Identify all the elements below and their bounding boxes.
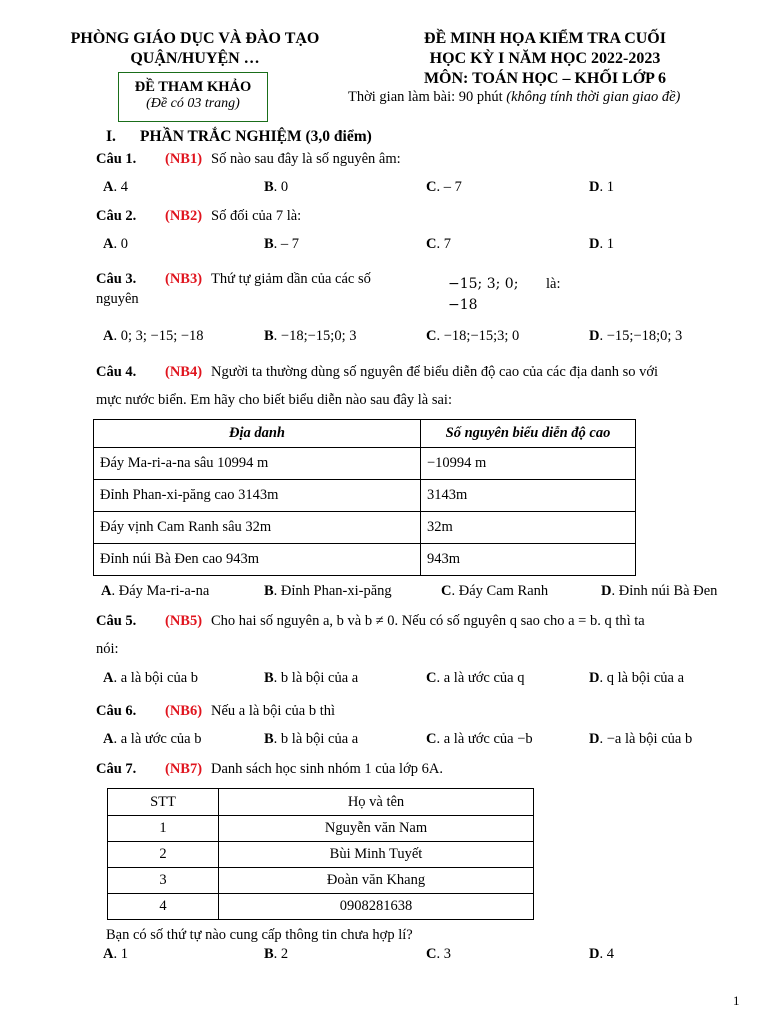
- table-cell: Đáy Ma-ri-a-na sâu 10994 m: [94, 448, 421, 480]
- question-2-code: (NB2): [165, 208, 203, 224]
- table-cell: 4: [108, 894, 219, 920]
- reference-title: ĐỀ THAM KHẢO: [134, 79, 252, 95]
- table-row: [94, 448, 636, 480]
- q7-option-b[interactable]: B. 2: [264, 946, 289, 962]
- question-4-text-cont: mực nước biển. Em hãy cho biết biểu diễn nào sau đây là sai:: [96, 392, 452, 408]
- q5-option-b[interactable]: B. b là bội của a: [264, 670, 359, 686]
- question-1-code: (NB1): [165, 151, 203, 167]
- q1-option-a[interactable]: A. 4: [103, 179, 128, 195]
- question-1-text: Số nào sau đây là số nguyên âm:: [211, 151, 401, 167]
- q6-option-d[interactable]: D. −a là bội của b: [589, 731, 693, 747]
- question-7-prompt: Bạn có số thứ tự nào cung cấp thông tin chưa hợp lí?: [106, 927, 413, 943]
- question-6-label: Câu 6.: [96, 703, 137, 719]
- question-5-label: Câu 5.: [96, 613, 137, 629]
- question-7-table: [107, 788, 534, 920]
- question-3-numbers: −15; 3; 0;: [448, 276, 519, 292]
- question-2-label: Câu 2.: [96, 208, 137, 224]
- table-row: [108, 816, 534, 842]
- q5-option-d[interactable]: D. q là bội của a: [589, 670, 685, 686]
- table-row: [94, 544, 636, 576]
- page-number: 1: [733, 993, 740, 1008]
- q2-option-b[interactable]: B. – 7: [264, 236, 300, 252]
- question-3-numbers-cont: −18: [448, 297, 478, 313]
- table-header: Địa danh: [94, 420, 421, 448]
- table-cell: Bùi Minh Tuyết: [219, 842, 534, 868]
- q1-option-c[interactable]: C. – 7: [426, 179, 462, 195]
- q2-option-c[interactable]: C. 7: [426, 236, 451, 252]
- q6-option-b[interactable]: B. b là bội của a: [264, 731, 359, 747]
- q7-option-c[interactable]: C. 3: [426, 946, 451, 962]
- q3-option-a[interactable]: A. 0; 3; −15; −18: [103, 328, 204, 344]
- question-6-text: Nếu a là bội của b thì: [211, 703, 336, 719]
- exam-term: HỌC KỲ I NĂM HỌC 2022-2023: [429, 50, 661, 67]
- table-cell: 2: [108, 842, 219, 868]
- q3-option-b[interactable]: B. −18;−15;0; 3: [264, 328, 357, 344]
- table-cell: Đoàn văn Khang: [219, 868, 534, 894]
- reference-pages: (Đề có 03 trang): [146, 96, 240, 111]
- table-header: Số nguyên biểu diễn độ cao: [421, 420, 636, 448]
- question-6-code: (NB6): [165, 703, 203, 719]
- section-number: I.: [106, 128, 116, 145]
- exam-time-text: Thời gian làm bài: 90 phút: [348, 89, 503, 105]
- q6-option-a[interactable]: A. a là ước của b: [103, 731, 202, 747]
- q1-option-d[interactable]: D. 1: [589, 179, 614, 195]
- question-3-label: Câu 3.: [96, 271, 137, 287]
- question-3-text-cont: nguyên: [96, 291, 139, 307]
- question-3-code: (NB3): [165, 271, 203, 287]
- question-4-text: Người ta thường dùng số nguyên để biểu diễn độ cao của các địa danh so với: [211, 364, 659, 380]
- exam-time-note: (không tính thời gian giao đề): [506, 89, 681, 105]
- table-cell: 1: [108, 816, 219, 842]
- table-header: Họ và tên: [219, 789, 534, 816]
- exam-time: [348, 89, 680, 106]
- question-7-text: Danh sách học sinh nhóm 1 của lớp 6A.: [211, 761, 443, 777]
- question-4-table: [93, 419, 636, 576]
- question-5-code: (NB5): [165, 613, 203, 629]
- table-row: [94, 512, 636, 544]
- table-cell: −10994 m: [421, 448, 636, 480]
- q7-option-a[interactable]: A. 1: [103, 946, 128, 962]
- question-2-text: Số đối của 7 là:: [211, 208, 302, 224]
- table-cell: 0908281638: [219, 894, 534, 920]
- question-5-text-cont: nói:: [96, 641, 119, 657]
- table-cell: 32m: [421, 512, 636, 544]
- table-row: [108, 894, 534, 920]
- table-cell: Đáy vịnh Cam Ranh sâu 32m: [94, 512, 421, 544]
- q4-option-a[interactable]: A. Đáy Ma-ri-a-na: [101, 583, 210, 599]
- q4-option-d[interactable]: D. Đỉnh núi Bà Đen: [601, 583, 718, 599]
- question-7-label: Câu 7.: [96, 761, 137, 777]
- section-title: PHẦN TRẮC NGHIỆM (3,0 điểm): [140, 128, 372, 145]
- question-4-code: (NB4): [165, 364, 203, 380]
- table-cell: 3143m: [421, 480, 636, 512]
- question-5-text: Cho hai số nguyên a, b và b ≠ 0. Nếu có số nguyên q sao cho a = b. q thì ta: [211, 613, 645, 629]
- q4-option-c[interactable]: C. Đáy Cam Ranh: [441, 583, 549, 599]
- table-cell: 943m: [421, 544, 636, 576]
- exam-subject: MÔN: TOÁN HỌC – KHỐI LỚP 6: [423, 70, 667, 87]
- q3-option-c[interactable]: C. −18;−15;3; 0: [426, 328, 520, 344]
- q6-option-c[interactable]: C. a là ước của −b: [426, 731, 533, 747]
- q3-option-d[interactable]: D. −15;−18;0; 3: [589, 328, 683, 344]
- exam-title: ĐỀ MINH HỌA KIỂM TRA CUỐI: [424, 30, 666, 47]
- q7-option-d[interactable]: D. 4: [589, 946, 614, 962]
- q5-option-a[interactable]: A. a là bội của b: [103, 670, 199, 686]
- table-row: [108, 868, 534, 894]
- table-cell: Đỉnh Phan-xi-păng cao 3143m: [94, 480, 421, 512]
- table-row: [94, 480, 636, 512]
- table-cell: 3: [108, 868, 219, 894]
- q4-option-b[interactable]: B. Đỉnh Phan-xi-păng: [264, 583, 392, 599]
- q5-option-c[interactable]: C. a là ước của q: [426, 670, 525, 686]
- table-row: [108, 842, 534, 868]
- q2-option-a[interactable]: A. 0: [103, 236, 128, 252]
- question-3-text: Thứ tự giảm dần của các số: [211, 271, 371, 287]
- table-cell: Đỉnh núi Bà Đen cao 943m: [94, 544, 421, 576]
- reference-box: [118, 72, 268, 122]
- q1-option-b[interactable]: B. 0: [264, 179, 289, 195]
- table-cell: Nguyễn văn Nam: [219, 816, 534, 842]
- question-7-code: (NB7): [165, 761, 203, 777]
- question-3-tail: là:: [546, 276, 561, 292]
- district: QUẬN/HUYỆN …: [130, 50, 260, 67]
- q2-option-d[interactable]: D. 1: [589, 236, 614, 252]
- table-header: STT: [108, 789, 219, 816]
- school-dept: PHÒNG GIÁO DỤC VÀ ĐÀO TẠO: [70, 30, 320, 47]
- question-4-label: Câu 4.: [96, 364, 137, 380]
- question-1-label: Câu 1.: [96, 151, 137, 167]
